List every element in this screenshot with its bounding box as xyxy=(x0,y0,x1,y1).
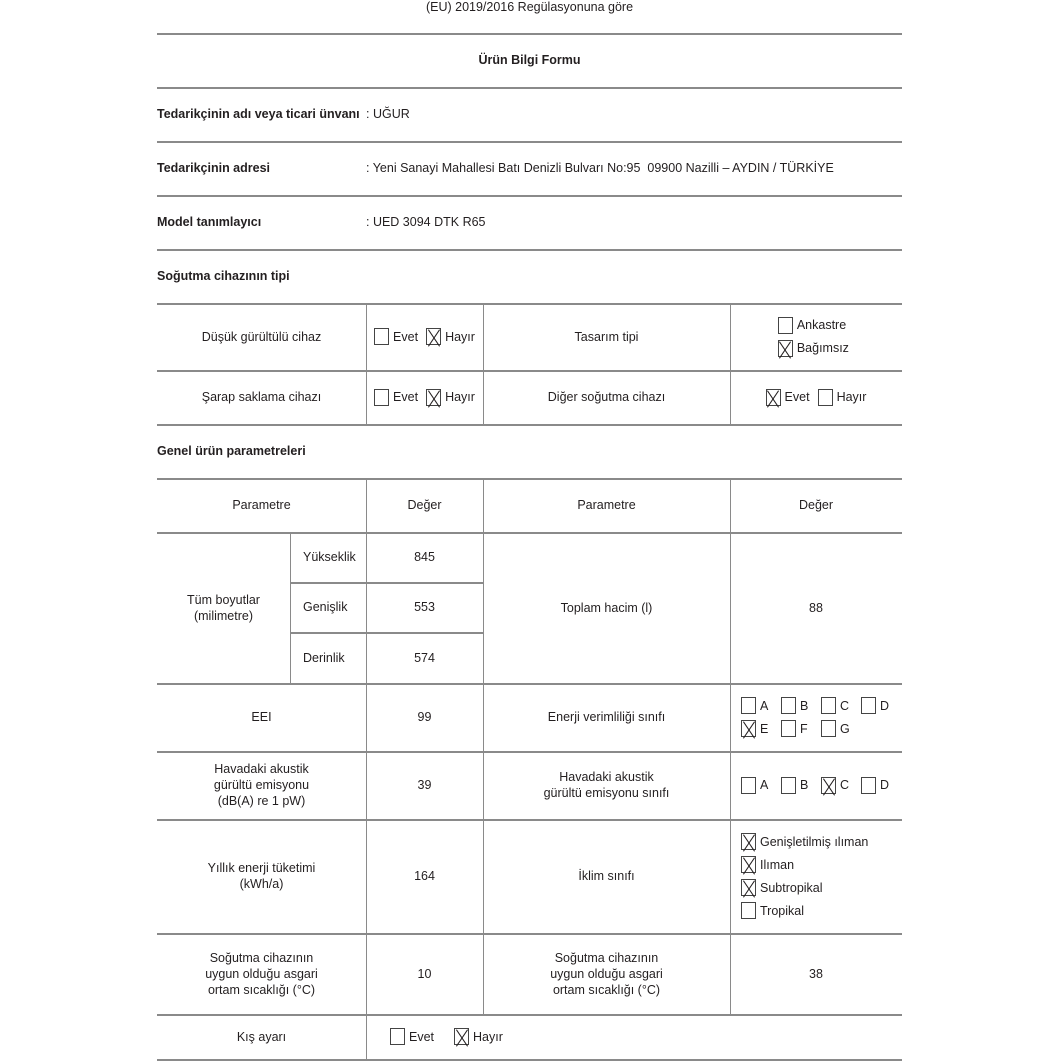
header-parameter-2: Parametre xyxy=(577,498,636,512)
min-temp-label: Soğutma cihazının uygun olduğu asgari ortam sıcaklığı (°C) xyxy=(205,950,318,997)
annual-energy-label: Yıllık enerji tüketimi (kWh/a) xyxy=(207,861,316,891)
checkbox-icon[interactable] xyxy=(861,777,876,794)
option-label: Subtropikal xyxy=(760,880,823,895)
energy-class-option[interactable] xyxy=(821,720,861,737)
option-label: Evet xyxy=(409,1029,435,1044)
checkbox-icon[interactable] xyxy=(781,720,796,737)
eei-value: 99 xyxy=(417,710,432,724)
option-label: Evet xyxy=(784,390,810,404)
other-appliance-label: Diğer soğutma cihazı xyxy=(547,390,666,404)
climate-class-option[interactable] xyxy=(741,879,823,896)
annual-energy-value: 164 xyxy=(414,869,435,883)
column-divider xyxy=(730,303,731,424)
climate-class-option[interactable] xyxy=(741,856,794,873)
total-volume-value: 88 xyxy=(809,600,823,615)
energy-class-options xyxy=(741,683,902,751)
energy-class-option[interactable] xyxy=(781,697,821,714)
option-label: B xyxy=(800,698,809,713)
other-no-option[interactable] xyxy=(818,389,867,406)
option-label: B xyxy=(800,778,809,792)
noise-class-option[interactable] xyxy=(861,777,901,794)
checkbox-icon[interactable] xyxy=(818,389,833,406)
checked-checkbox-icon[interactable] xyxy=(741,856,756,873)
low-noise-options xyxy=(366,303,483,370)
wine-no-option[interactable] xyxy=(426,389,475,406)
low-noise-label: Düşük gürültülü cihaz xyxy=(201,329,322,344)
noise-class-option[interactable] xyxy=(781,777,821,794)
energy-class-label: Enerji verimliliği sınıfı xyxy=(547,710,666,724)
winter-no-option[interactable] xyxy=(454,1028,503,1045)
supplier-address-value: : Yeni Sanayi Mahallesi Batı Denizli Bulvarı No:95 09900 Nazilli – AYDIN / TÜRKİYE xyxy=(366,161,834,175)
header-parameter: Parametre xyxy=(232,498,291,512)
low-noise-no-option[interactable] xyxy=(426,328,475,345)
wine-yes-option[interactable] xyxy=(374,389,418,406)
noise-emission-label: Havadaki akustik gürültü emisyonu (dB(A) re 1 pW) xyxy=(213,762,310,808)
checkbox-icon[interactable] xyxy=(821,697,836,714)
height-label: Yükseklik xyxy=(303,550,356,564)
winter-yes-option[interactable] xyxy=(390,1028,434,1045)
supplier-name-value: : UĞUR xyxy=(366,107,410,121)
checked-checkbox-icon[interactable] xyxy=(426,389,441,406)
climate-class-options xyxy=(741,819,902,933)
params-section-title: Genel ürün parametreleri xyxy=(157,444,306,458)
checkbox-icon[interactable] xyxy=(374,328,389,345)
checked-checkbox-icon[interactable] xyxy=(821,777,836,794)
width-value: 553 xyxy=(414,600,435,614)
option-label: Ilıman xyxy=(760,857,795,872)
other-appliance-options xyxy=(730,370,902,424)
checkbox-icon[interactable] xyxy=(821,720,836,737)
option-label: Ankastre xyxy=(796,318,847,332)
total-volume-label: Toplam hacim (l) xyxy=(560,600,653,615)
checked-checkbox-icon[interactable] xyxy=(778,340,793,357)
max-temp-label: Soğutma cihazının uygun olduğu asgari ortam sıcaklığı (°C) xyxy=(550,950,663,997)
option-label: A xyxy=(760,778,769,792)
model-label: Model tanımlayıcı xyxy=(157,215,262,229)
checkbox-icon[interactable] xyxy=(741,697,756,714)
energy-class-option[interactable] xyxy=(821,697,861,714)
column-divider xyxy=(483,303,484,424)
noise-class-option[interactable] xyxy=(741,777,781,794)
column-divider xyxy=(366,478,367,1059)
wine-storage-options xyxy=(366,370,483,424)
noise-class-option[interactable] xyxy=(821,777,861,794)
supplier-name-label: Tedarikçinin adı veya ticari ünvanı xyxy=(157,107,360,121)
depth-value: 574 xyxy=(414,650,435,665)
noise-class-label: Havadaki akustik gürültü emisyonu sınıfı xyxy=(543,770,670,800)
checked-checkbox-icon[interactable] xyxy=(766,389,781,406)
checked-checkbox-icon[interactable] xyxy=(426,328,441,345)
option-label: D xyxy=(880,778,890,792)
option-label: Hayır xyxy=(473,1029,503,1044)
option-label: C xyxy=(840,698,850,713)
supplier-address-label: Tedarikçinin adresi xyxy=(157,161,271,175)
option-label: D xyxy=(880,698,890,713)
checked-checkbox-icon[interactable] xyxy=(741,879,756,896)
model-value: : UED 3094 DTK R65 xyxy=(366,215,486,229)
climate-class-option[interactable] xyxy=(741,902,804,919)
design-type-label: Tasarım tipi xyxy=(574,329,639,344)
checked-checkbox-icon[interactable] xyxy=(454,1028,469,1045)
option-label: Tropikal xyxy=(760,903,804,918)
regulation-text: (EU) 2019/2016 Regülasyonuna göre xyxy=(425,0,634,14)
header-value: Değer xyxy=(407,498,442,512)
height-value: 845 xyxy=(414,550,435,564)
checkbox-icon[interactable] xyxy=(390,1028,405,1045)
noise-emission-value: 39 xyxy=(417,778,432,792)
option-label: A xyxy=(760,698,769,713)
energy-class-option[interactable] xyxy=(781,720,821,737)
energy-class-option[interactable] xyxy=(861,697,901,714)
column-divider xyxy=(290,532,291,683)
checkbox-icon[interactable] xyxy=(778,317,793,334)
column-divider xyxy=(366,303,367,424)
winter-setting-options xyxy=(390,1014,690,1059)
checkbox-icon[interactable] xyxy=(861,697,876,714)
option-label: Bağımsız xyxy=(796,341,849,355)
eei-label: EEI xyxy=(251,710,272,724)
option-label: G xyxy=(840,721,850,736)
column-divider xyxy=(730,478,731,1014)
option-label: F xyxy=(800,721,808,736)
winter-setting-label: Kış ayarı xyxy=(236,1029,287,1044)
energy-class-option[interactable] xyxy=(741,720,781,737)
option-label: Hayır xyxy=(445,329,475,344)
option-label: Hayır xyxy=(836,390,867,404)
header-value-2: Değer xyxy=(798,498,834,512)
other-yes-option[interactable] xyxy=(766,389,810,406)
built-in-option[interactable] xyxy=(778,317,846,334)
width-label: Genişlik xyxy=(303,600,348,614)
climate-class-option[interactable] xyxy=(741,833,868,850)
option-label: C xyxy=(840,778,850,792)
checked-checkbox-icon[interactable] xyxy=(741,720,756,737)
checkbox-icon[interactable] xyxy=(781,777,796,794)
checked-checkbox-icon[interactable] xyxy=(741,833,756,850)
checkbox-icon[interactable] xyxy=(741,777,756,794)
checkbox-icon[interactable] xyxy=(781,697,796,714)
design-type-options xyxy=(730,303,902,370)
low-noise-yes-option[interactable] xyxy=(374,328,418,345)
option-label: E xyxy=(760,721,769,736)
option-label: Hayır xyxy=(445,390,475,404)
option-label: Evet xyxy=(393,390,419,404)
noise-class-options xyxy=(741,751,902,819)
checkbox-icon[interactable] xyxy=(741,902,756,919)
min-temp-value: 10 xyxy=(417,966,432,981)
wine-storage-label: Şarap saklama cihazı xyxy=(201,390,322,404)
column-divider xyxy=(483,478,484,1014)
dimensions-label: Tüm boyutlar (milimetre) xyxy=(187,592,260,623)
depth-label: Derinlik xyxy=(303,650,345,665)
energy-class-option[interactable] xyxy=(741,697,781,714)
max-temp-value: 38 xyxy=(809,966,823,981)
climate-class-label: İklim sınıfı xyxy=(578,869,635,883)
form-title: Ürün Bilgi Formu xyxy=(478,53,581,67)
checkbox-icon[interactable] xyxy=(374,389,389,406)
freestanding-option[interactable] xyxy=(778,340,849,357)
option-label: Genişletilmiş ılıman xyxy=(760,834,869,849)
type-section-title: Soğutma cihazının tipi xyxy=(157,269,290,283)
option-label: Evet xyxy=(393,329,419,344)
